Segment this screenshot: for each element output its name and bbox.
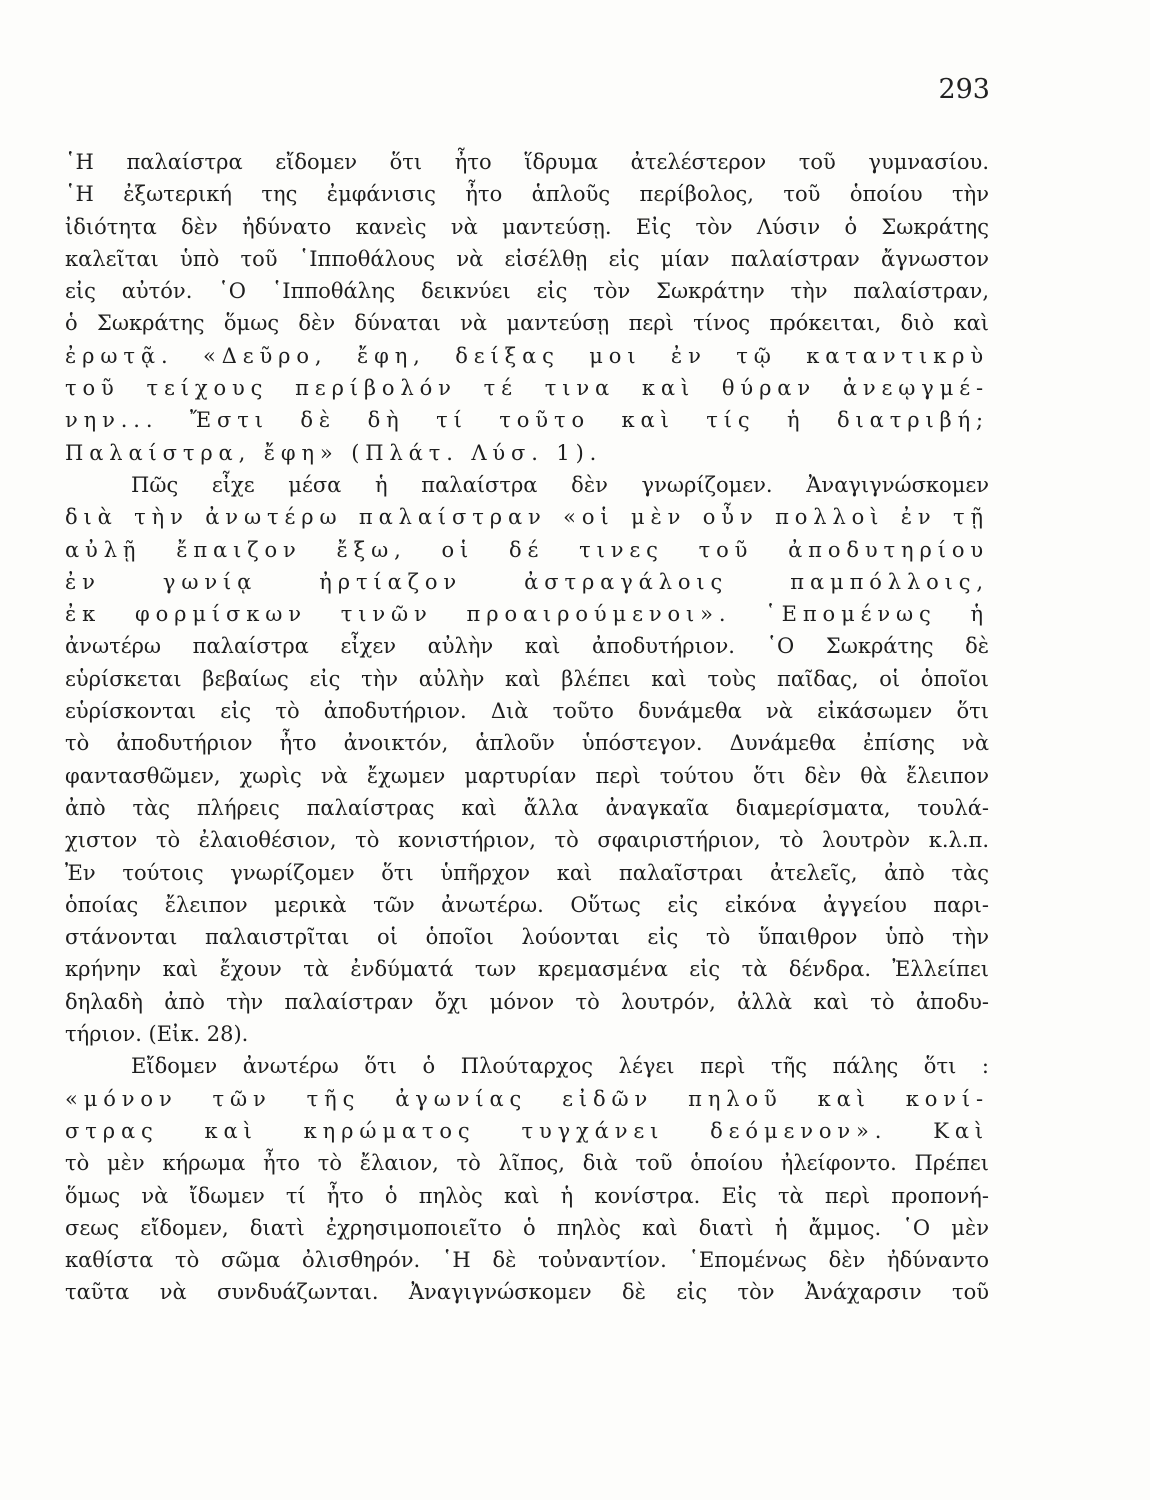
text-line: εὑρίσκεται βεβαίως εἰς τὴν αὐλὴν καὶ βλέπει καὶ τοὺς παῖδας, οἱ ὁποῖοι xyxy=(65,666,989,691)
text-line: καλεῖται ὑπὸ τοῦ ῾Ιπποθάλους νὰ εἰσέλθῃ εἰς μίαν παλαίστραν ἄγνωστον xyxy=(65,246,989,271)
text-line: ἐν γωνίᾳ ἠρτίαζον ἀστραγάλοις παμπόλλοις, xyxy=(65,569,989,594)
text-line: Παλαίστρα, ἔφη» (Πλάτ. Λύσ. 1). xyxy=(65,440,603,465)
body-text xyxy=(65,146,989,1309)
text-line: νην... Ἔστι δὲ δὴ τί τοῦτο καὶ τίς ἡ διατριβή; xyxy=(65,408,989,433)
text-line: τὸ ἀποδυτήριον ἦτο ἀνοικτόν, ἁπλοῦν ὑπόστεγον. Δυνάμεθα ἐπίσης νὰ xyxy=(65,731,989,756)
text-line: Πῶς εἶχε μέσα ἡ παλαίστρα δὲν γνωρίζομεν. Ἀναγιγνώσκομεν xyxy=(131,472,989,497)
text-line: ὅμως νὰ ἴδωμεν τί ἦτο ὁ πηλὸς καὶ ἡ κονίστρα. Εἰς τὰ περὶ προπονή- xyxy=(65,1183,989,1208)
text-line: ὁ Σωκράτης ὅμως δὲν δύναται νὰ μαντεύσῃ περὶ τίνος πρόκειται, διὸ καὶ xyxy=(65,311,989,336)
text-line: στάνονται παλαιστρῖται οἱ ὁποῖοι λούονται εἰς τὸ ὕπαιθρον ὑπὸ τὴν xyxy=(65,925,989,950)
text-line: τοῦ τείχους περίβολόν τέ τινα καὶ θύραν ἀνεῳγμέ- xyxy=(65,376,989,401)
text-line: ἀπὸ τὰς πλήρεις παλαίστρας καὶ ἄλλα ἀναγκαῖα διαμερίσματα, τουλά- xyxy=(65,795,989,820)
text-line: ῾Η ἐξωτερική της ἐμφάνισις ἦτο ἁπλοῦς περίβολος, τοῦ ὁποίου τὴν xyxy=(65,182,989,207)
text-line: τὸ μὲν κήρωμα ἦτο τὸ ἔλαιον, τὸ λῖπος, διὰ τοῦ ὁποίου ἠλείφοντο. Πρέπει xyxy=(65,1151,989,1176)
text-line: φαντασθῶμεν, χωρὶς νὰ ἔχωμεν μαρτυρίαν περὶ τούτου ὅτι δὲν θὰ ἔλειπον xyxy=(65,763,989,788)
text-line: «μόνον τῶν τῆς ἀγωνίας εἰδῶν πηλοῦ καὶ κονί- xyxy=(65,1086,989,1111)
text-line: ῾Η παλαίστρα εἴδομεν ὅτι ἦτο ἵδρυμα ἀτελέστερον τοῦ γυμνασίου. xyxy=(65,150,989,174)
text-line: σεως εἴδομεν, διατὶ ἐχρησιμοποιεῖτο ὁ πηλὸς καὶ διατὶ ἡ ἄμμος. ῾Ο μὲν xyxy=(65,1215,989,1240)
text-line: ἐκ φορμίσκων τινῶν προαιρούμενοι». ῾Επομένως ἡ xyxy=(65,602,989,627)
text-line: ταῦτα νὰ συνδυάζωνται. Ἀναγιγνώσκομεν δὲ εἰς τὸν Ἀνάχαρσιν τοῦ xyxy=(65,1280,989,1305)
text-line: χιστον τὸ ἐλαιοθέσιον, τὸ κονιστήριον, τὸ σφαιριστήριον, τὸ λουτρὸν κ.λ.π. xyxy=(65,828,989,853)
text-line: κρήνην καὶ ἔχουν τὰ ἐνδύματά των κρεμασμένα εἰς τὰ δένδρα. Ἐλλείπει xyxy=(65,957,989,982)
text-line: στρας καὶ κηρώματος τυγχάνει δεόμενον». Καὶ xyxy=(65,1118,989,1143)
text-line: διὰ τὴν ἀνωτέρω παλαίστραν «οἱ μὲν οὖν πολλοὶ ἐν τῇ xyxy=(65,505,989,530)
text-line: Ἐν τούτοις γνωρίζομεν ὅτι ὑπῆρχον καὶ παλαῖστραι ἀτελεῖς, ἀπὸ τὰς xyxy=(65,860,989,885)
text-line: ἰδιότητα δὲν ἠδύνατο κανεὶς νὰ μαντεύσῃ. Εἰς τὸν Λύσιν ὁ Σωκράτης xyxy=(65,214,989,239)
text-line: ἀνωτέρω παλαίστρα εἶχεν αὐλὴν καὶ ἀποδυτήριον. ῾Ο Σωκράτης δὲ xyxy=(65,634,989,659)
text-line: εὑρίσκονται εἰς τὸ ἀποδυτήριον. Διὰ τοῦτο δυνάμεθα νὰ εἰκάσωμεν ὅτι xyxy=(65,699,989,724)
page-number: 293 xyxy=(938,74,990,105)
text-line: καθίστα τὸ σῶμα ὀλισθηρόν. ῾Η δὲ τοὐναντίον. ῾Επομένως δὲν ἠδύναντο xyxy=(65,1248,989,1273)
text-line: αὐλῇ ἔπαιζον ἔξω, οἱ δέ τινες τοῦ ἀποδυτηρίου xyxy=(65,537,989,562)
text-line: εἰς αὐτόν. ῾Ο ῾Ιπποθάλης δεικνύει εἰς τὸν Σωκράτην τὴν παλαίστραν, xyxy=(65,279,989,304)
text-line: τήριον. (Εἰκ. 28). xyxy=(65,1022,249,1047)
text-line: δηλαδὴ ἀπὸ τὴν παλαίστραν ὄχι μόνον τὸ λουτρόν, ἀλλὰ καὶ τὸ ἀποδυ- xyxy=(65,989,989,1014)
text-line: ὁποίας ἔλειπον μερικὰ τῶν ἀνωτέρω. Οὕτως εἰς εἰκόνα ἀγγείου παρι- xyxy=(65,892,989,917)
text-line: ἐρωτᾷ. «Δεῦρο, ἔφη, δείξας μοι ἐν τῷ καταντικρὺ xyxy=(65,343,989,368)
text-line: Εἴδομεν ἀνωτέρω ὅτι ὁ Πλούταρχος λέγει περὶ τῆς πάλης ὅτι : xyxy=(131,1054,989,1079)
